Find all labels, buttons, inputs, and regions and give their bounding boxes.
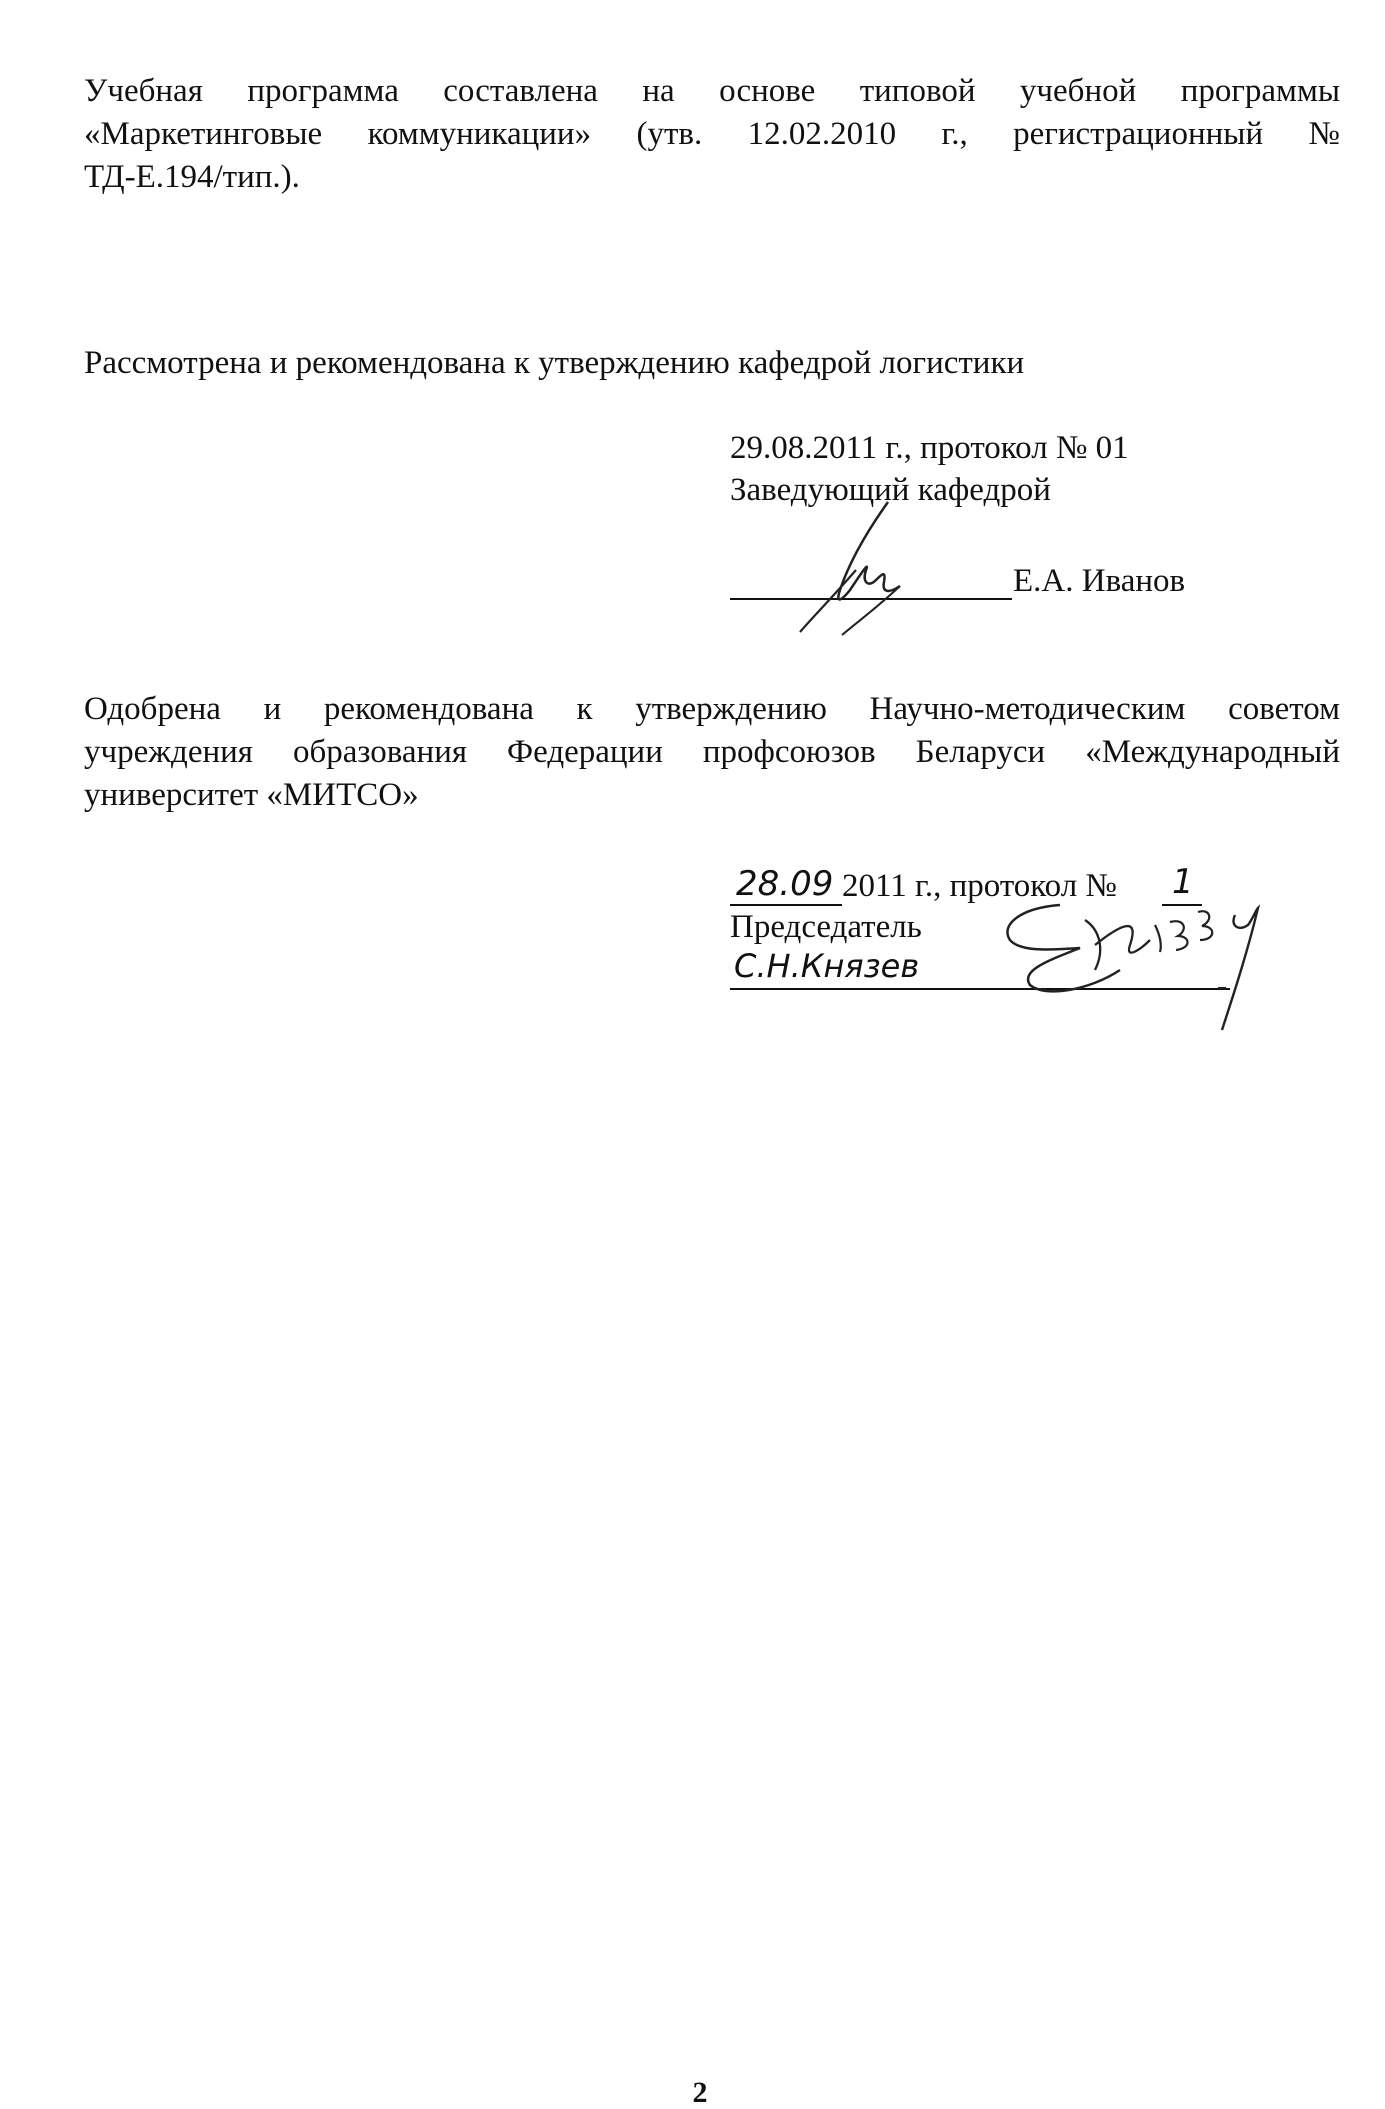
department-review-text: Рассмотрена и рекомендована к утверждению кафедрой логистики [84,345,1025,381]
council-date-handwritten: 28.09 [736,864,834,904]
page-number: 2 [692,2076,708,2109]
council-line-1: Одобрена и рекомендована к утверждению Научно-методическим советом [84,691,1340,727]
department-protocol: 29.08.2011 г., протокол № 01 [730,430,1129,466]
council-protocol-number-handwritten: 1 [1172,862,1194,902]
council-chair-name-handwritten: С.Н.Князев [734,947,920,985]
basis-paragraph [84,70,1340,199]
basis-line-3: ТД-Е.194/тип.). [84,159,300,195]
council-date-blank [730,904,842,906]
department-head-title: Заведующий кафедрой [730,472,1051,508]
basis-line-2: «Маркетинговые коммуникации» (утв. 12.02.2010 г., регистрационный № [84,116,1340,152]
department-head-name: Е.А. Иванов [1013,563,1186,599]
department-head-signature [770,500,940,640]
council-line-3: университет «МИТСО» [84,777,419,813]
basis-line-1: Учебная программа составлена на основе типовой учебной программы [84,73,1340,109]
council-line-2: учреждения образования Федерации профсоюзов Беларуси «Международный [84,734,1340,770]
council-chair-title: Председатель [730,909,922,945]
council-protocol-text: 2011 г., протокол № [842,868,1117,904]
council-paragraph [84,688,1340,817]
council-chair-signature [990,890,1290,1040]
